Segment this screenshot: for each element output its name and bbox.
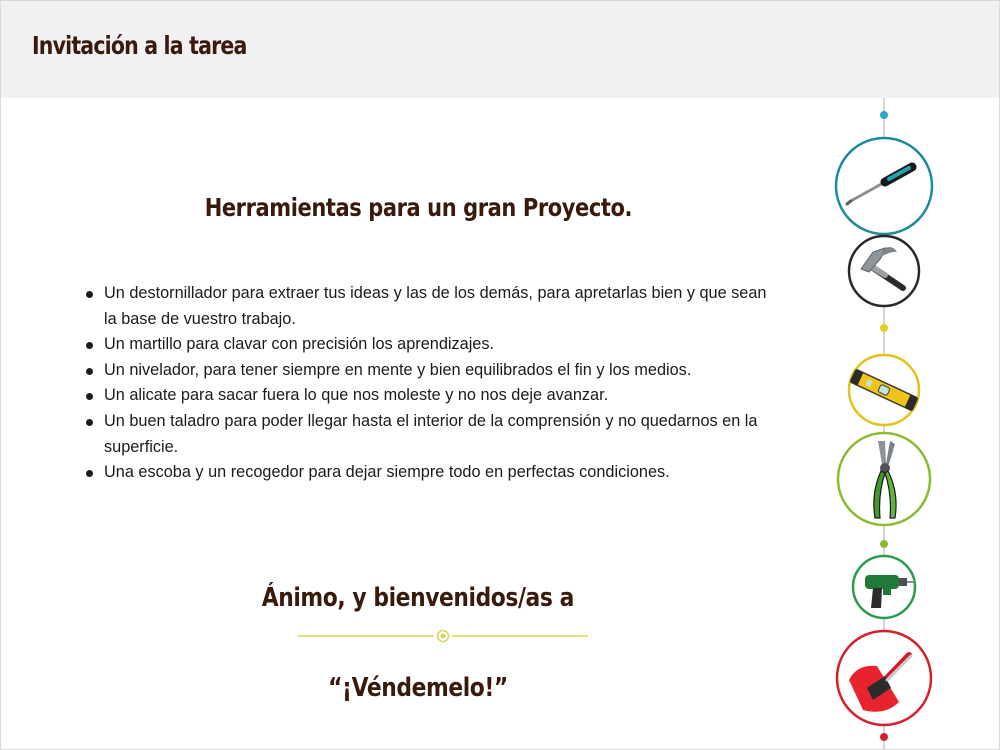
screwdriver-icon: [836, 138, 932, 234]
dustpan-icon: [837, 631, 931, 725]
drill-icon: [853, 556, 915, 618]
welcome-heading-text: Ánimo, y bienvenidos/as a: [261, 583, 575, 613]
tools-icon-column: [827, 98, 941, 750]
list-item: Un destornillador para extraer tus ideas y las de los demás, para apretarlas bien y que sean la base de vuestro trabajo.: [82, 281, 782, 332]
brand-heading: [1, 673, 835, 703]
brand-heading-text: “¡Véndemelo!”: [328, 673, 508, 703]
list-item: Un alicate para sacar fuera lo que nos moleste y no nos deje avanzar.: [82, 383, 782, 409]
list-item: Un martillo para clavar con precisión los aprendizajes.: [82, 332, 782, 358]
spirit-level-icon: [849, 355, 919, 425]
tools-heading-text: Herramientas para un gran Proyecto.: [204, 193, 632, 222]
page-title: Invitación a la tarea: [32, 31, 247, 60]
list-item: Un buen taladro para poder llegar hasta el interior de la comprensión y no quedarnos en la superficie.: [82, 409, 782, 460]
list-item: Una escoba y un recogedor para dejar siempre todo en perfectas condiciones.: [82, 460, 782, 486]
list-item: Un nivelador, para tener siempre en mente y bien equilibrados el fin y los medios.: [82, 358, 782, 384]
tools-list: [82, 281, 782, 486]
welcome-heading: [1, 583, 835, 613]
pliers-icon: [838, 433, 930, 525]
hammer-icon: [849, 236, 919, 306]
tools-heading: [1, 193, 835, 222]
header-bar: [1, 1, 999, 98]
ornament-divider: [298, 626, 588, 646]
